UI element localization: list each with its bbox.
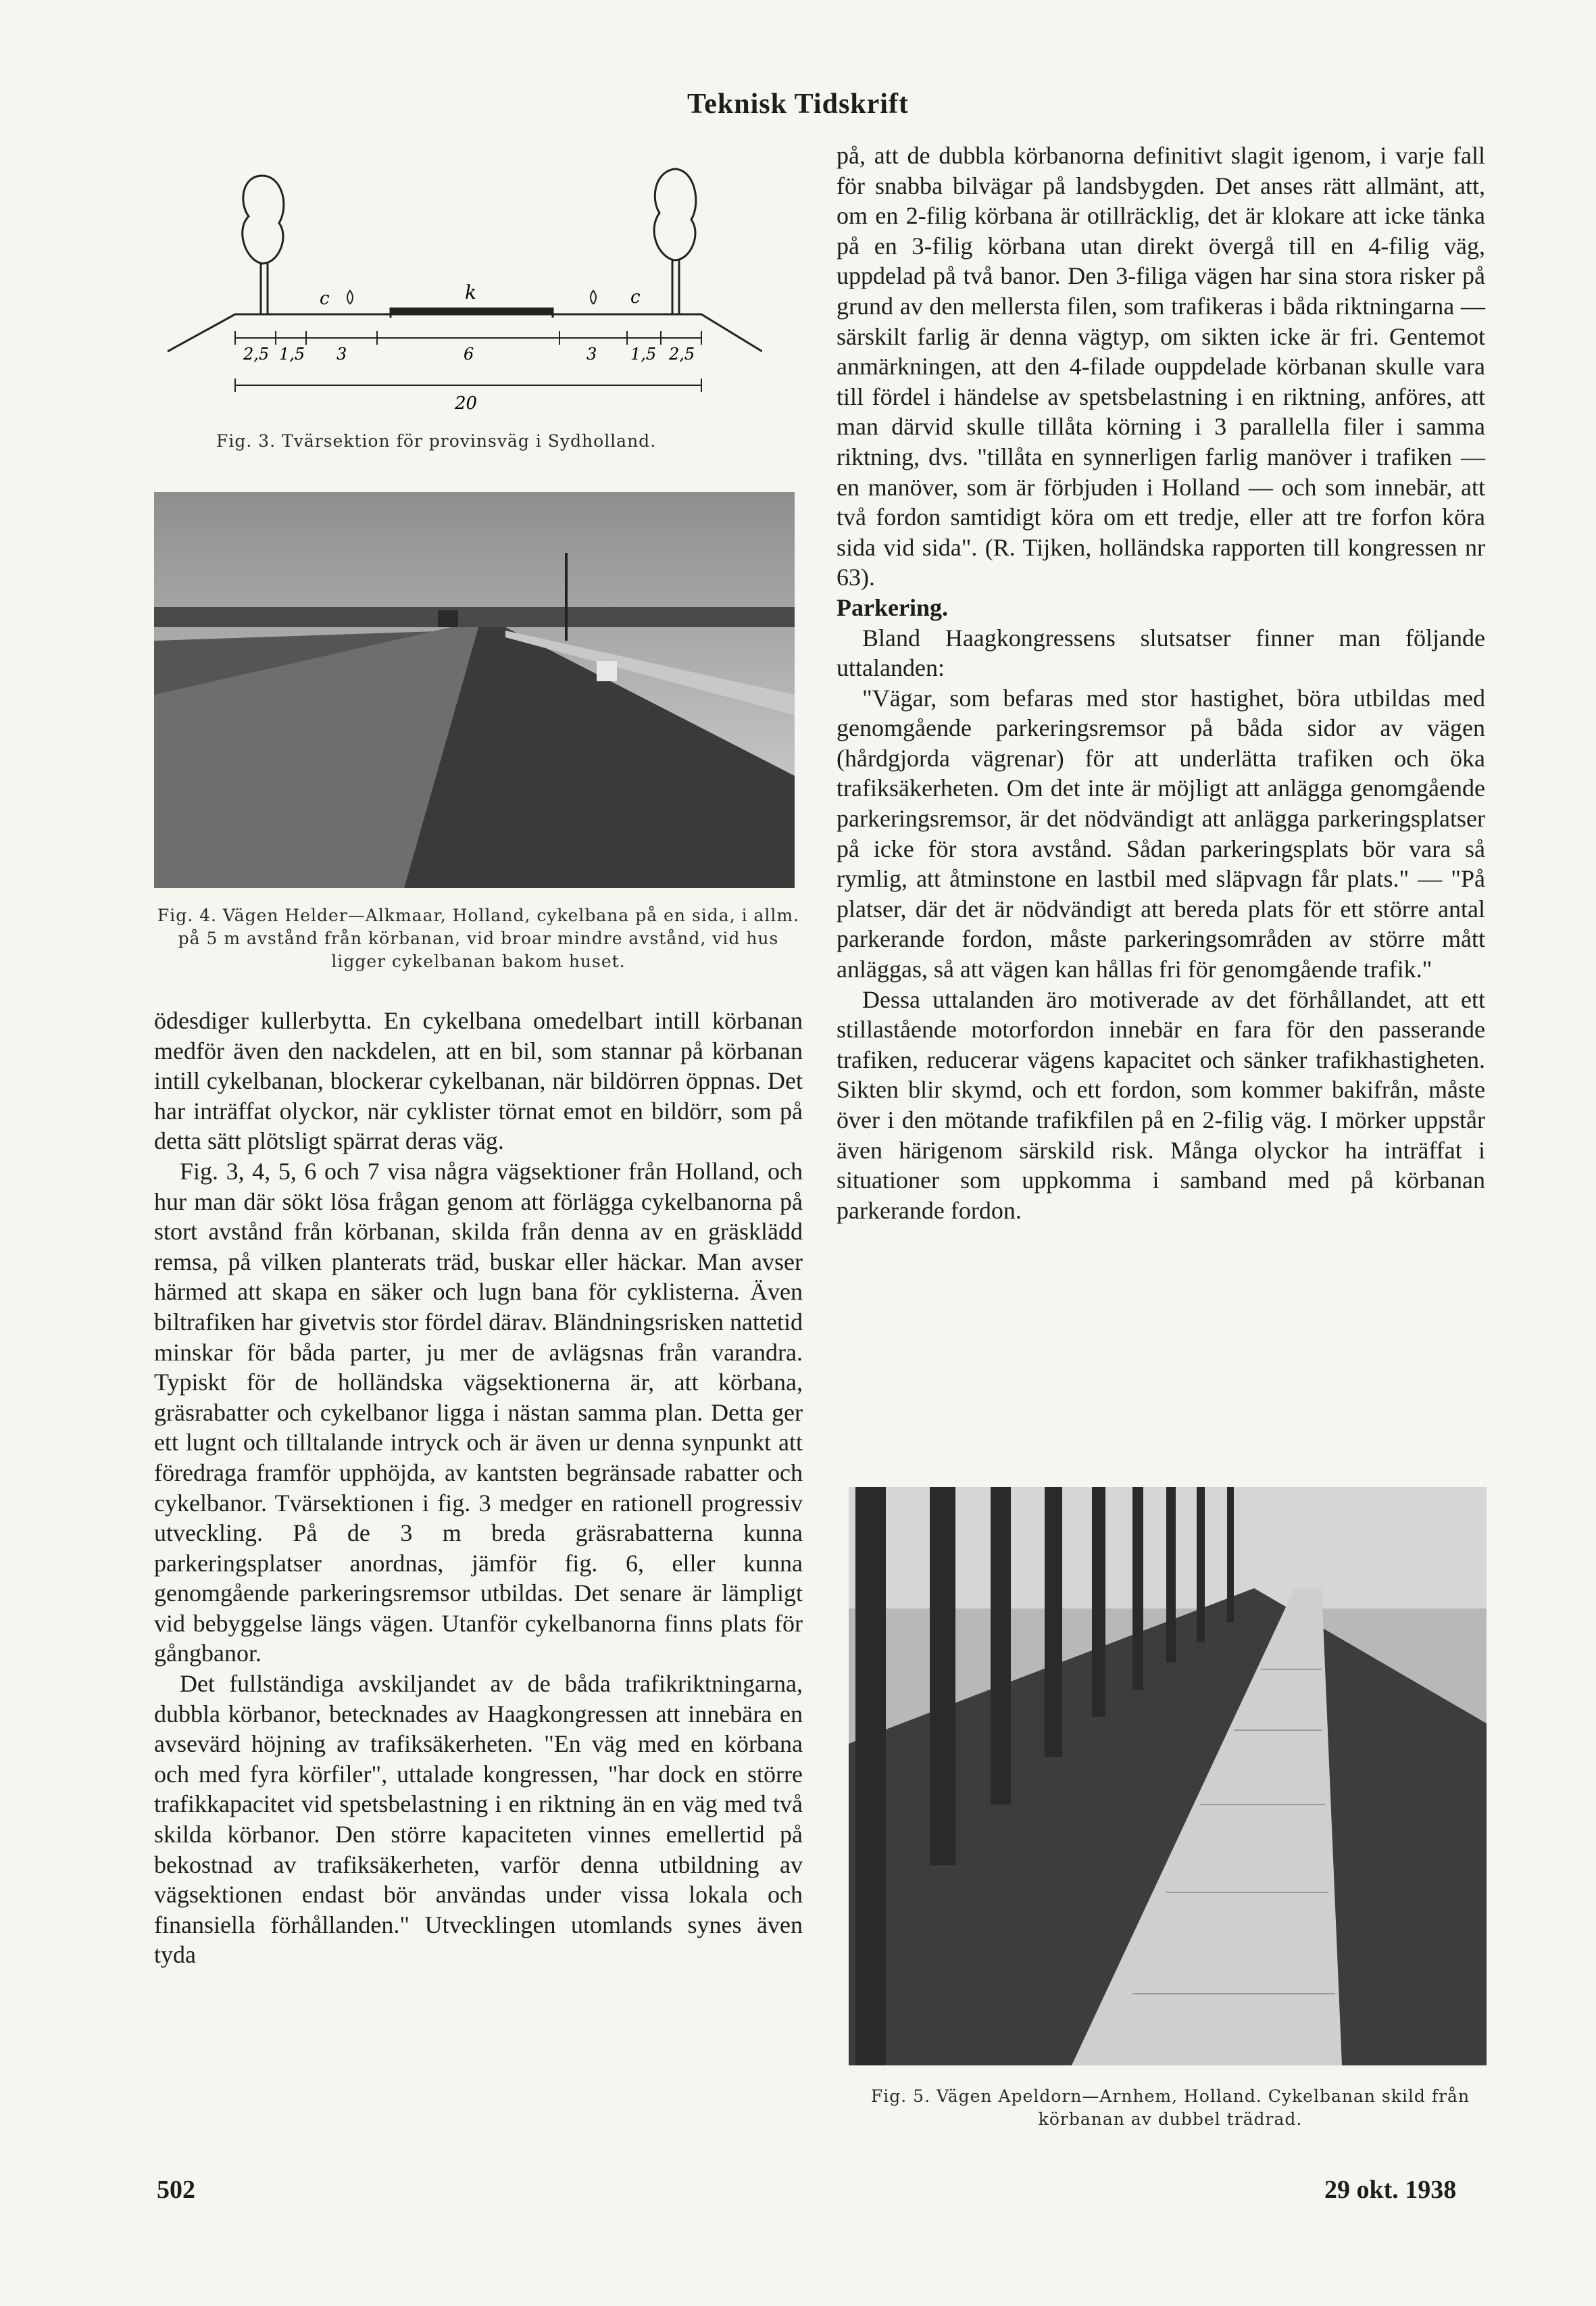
paragraph: Fig. 3, 4, 5, 6 och 7 visa några vägsektioner från Holland, och hur man där sökt lösa frågan genom att förlägga cykelbanorna på stort avstånd från körbanan, skilda från denna av en gräsklädd remsa, på vilken planterats träd, buskar eller häckar. Man avser härmed att skapa en säker och lugn bana för cyklisterna. Även biltrafiken har givetvis stor fördel därav. Bländningsrisken nattetid minskar för båda parter, ju mer de avlägsnas från varandra. Typiskt för de holländska vägsektionerna är, att körbana, gräsrabatter och cykelbanor ligga i nästan samma plan. Detta ger ett lugnt och tilltalande intryck och är även ur denna synpunkt att föredraga framför upphöjda, av kantsten begränsade rabatter och cykelbanor. Tvärsektionen i fig. 3 medger en rationell progressiv utveckling. På de 3 m breda gräsrabatterna kunna parkeringsplatser anordnas, jämför fig. 6, eller kunna genomgående parkeringsremsor utbildas. Det senare är lämpligt vid bebyggelse längs vägen. Utanför cykelbanorna finns plats för gångbanor. [154, 1157, 803, 1667]
fig4-photo [154, 492, 795, 888]
tree-right-icon [654, 169, 696, 314]
dimension-labels [243, 345, 695, 364]
dim-label: 2,5 [243, 345, 270, 364]
fig5-caption: Fig. 5. Vägen Apeldorn—Arnhem, Holland. Cykelbanan skild från körbanan av dubbel trädrad. [870, 2086, 1470, 2129]
left-text-column [154, 1006, 803, 1970]
label-k: k [465, 281, 476, 303]
section-heading-parkering: Parkering. [837, 593, 948, 621]
dim-label: 6 [464, 345, 474, 364]
paragraph: på, att de dubbla körbanorna definitivt slagit igenom, i varje fall för snabba bilvägar på landsbygden. Det anses rätt allmänt, att, om en 2-filig körbana är otillräcklig, det är klokare att icke tänka på en 3-filig körbana utan direkt övergå till en 4-filig väg, uppdelad på två banor. Den 3-filiga vägen har sina stora risker på grund av den mellersta filen, som trafikeras i båda riktningarna — särskilt farlig är denna vägtyp, om sikten icke är fri. Gentemot anmärkningen, att den 4-filade ouppdelade körbanan skulle vara till fördel i händelse av spetsbelastning i en riktning, anföres, att man därvid skulle tillåta körning i 3 parallella filer i samma riktning, dvs. "tillåta en synnerligen farlig manöver i trafiken — en manöver, som är förbjuden i Holland — och som innebär, att två fordon samtidigt köra om ett tredje, eller att tre forfon köra sida vid sida". (R. Tijken, holländska rapporten till kongressen nr 63). [837, 142, 1485, 591]
paragraph: Dessa uttalanden äro motiverade av det förhållandet, att ett stillastående motorfordon innebär en fara för den passerande trafiken, reducerar vägens kapacitet och sänker trafikhastigheten. Sikten blir skymd, och ett fordon, som kommer bakifrån, måste över i den mötande trafikfilen på en 2-filig väg. I mörker uppstår även härigenom särskild risk. Många olyckor ha inträffat i situationer som uppkomma i samband med på körbanan parkerande fordon. [837, 985, 1485, 1224]
label-c-left: c [320, 289, 330, 309]
fig5-photo [849, 1487, 1487, 2065]
dim-label: 1,5 [279, 345, 305, 364]
page-number: 502 [157, 2176, 195, 2204]
dim-label: 3 [336, 345, 347, 364]
fig3-cross-section-diagram [154, 149, 762, 419]
paragraph: ödesdiger kullerbytta. En cykelbana omedelbart intill körbanan medför även den nackdelen, att en bil, som stannar på körbanan intill cykelbanan, blockerar cykelbanan, när bildörren öppnas. Det har inträffat olyckor, när cyklister törnat emot en bildörr, som på detta sätt plötsligt spärrat deras väg. [154, 1007, 803, 1155]
tree-left-icon [243, 176, 284, 314]
paragraph: Bland Haagkongressens slutsatser finner man följande uttalanden: [837, 624, 1485, 682]
total-width-label: 20 [455, 393, 478, 414]
journal-header: Teknisk Tidskrift [687, 89, 909, 120]
paragraph: "Vägar, som befaras med stor hastighet, böra utbildas med genomgående parkeringsremsor på båda sidor av vägen (hårdgjorda vägrenar) för att underlätta trafiken och öka trafiksäkerheten. Om det inte är möjligt att anlägga genomgående parkeringsremsor, är det nödvändigt att anlägga parkeringsplatser på icke för stora avstånd. Sådan parkeringsplats bör vara så rymlig, att åtminstone en lastbil med släpvagn får plats." — "På platser, där det är nödvändigt att bereda plats för ett större antal parkerande fordon, måste parkeringsområden av större mått anläggas, så att vägen kan hållas fri för genomgående trafik." [837, 684, 1485, 983]
issue-date: 29 okt. 1938 [1324, 2176, 1457, 2204]
label-c-right: c [630, 287, 641, 308]
dim-label: 3 [587, 345, 597, 364]
dim-label: 1,5 [630, 345, 657, 364]
fig3-caption: Fig. 3. Tvärsektion för provinsväg i Sydholland. [216, 431, 657, 451]
dim-label: 2,5 [669, 345, 695, 364]
paragraph: Det fullständiga avskiljandet av de båda trafikriktningarna, dubbla körbanor, betecknades av Haagkongressen att innebära en avsevärd höjning av trafiksäkerheten. "En väg med en körbana och med fyra körfiler", uttalade kongressen, "har dock en större trafikkapacitet vid spetsbelastning i en riktning än en väg med två skilda körbanor. Den större kapaciteten vinnes emellertid på bekostnad av trafiksäkerheten, varför denna utbildning av vägsektionen endast bör användas under vissa lokala och finansiella förhållanden." Utvecklingen utomlands synes även tyda [154, 1670, 803, 1969]
fig4-caption: Fig. 4. Vägen Helder—Alkmaar, Holland, cykelbana på en sida, i allm. på 5 m avstånd från körbanan, vid broar mindre avstånd, vid hus ligger cykelbanan bakom huset. [157, 906, 800, 971]
right-text-column [837, 141, 1485, 1225]
